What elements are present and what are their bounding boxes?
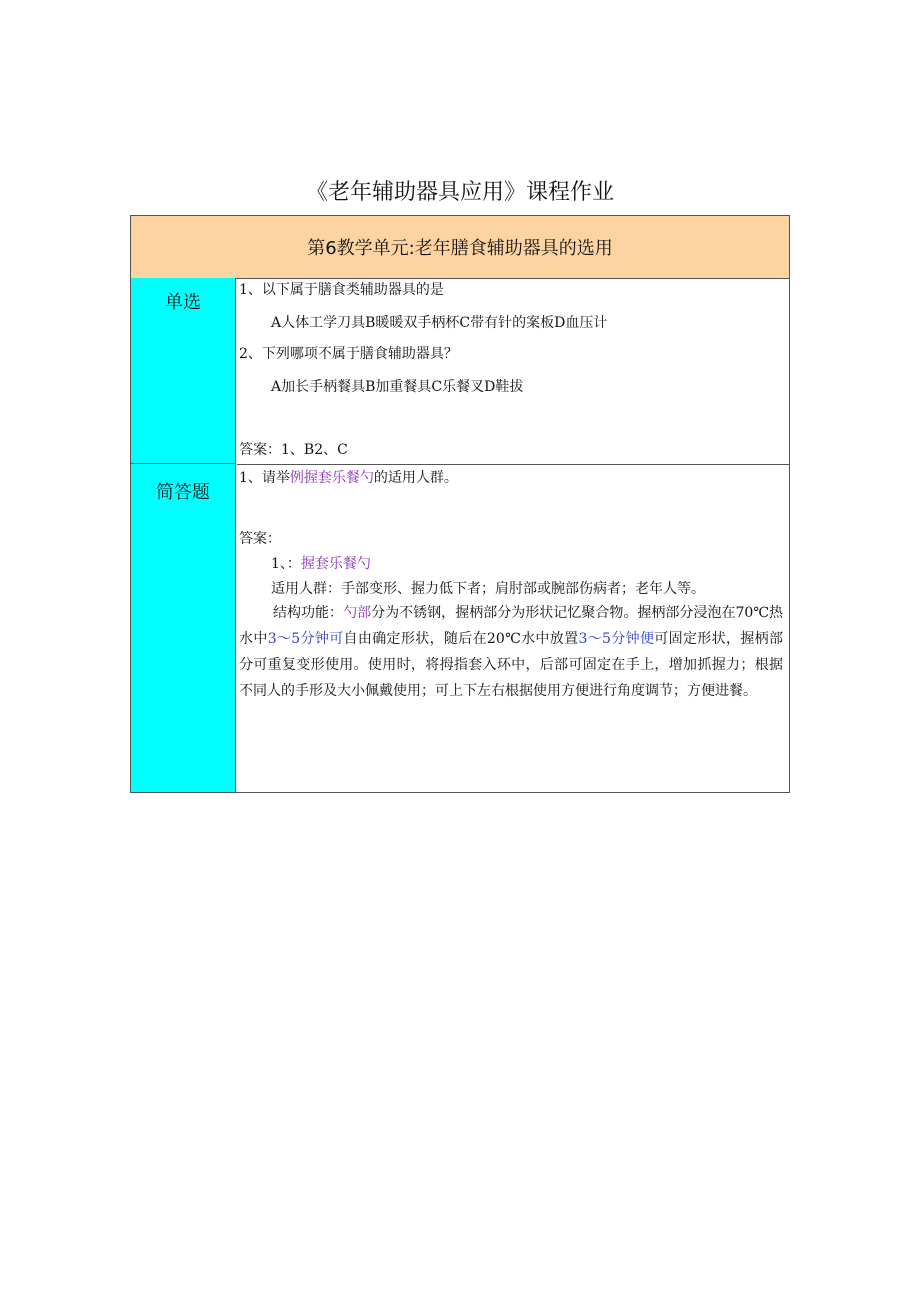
- structure-part-2: 自由确定形状，随后在20℃水中放置: [343, 631, 579, 647]
- multiple-choice-label: 单选: [165, 292, 201, 313]
- answer-label: 答案：: [239, 531, 281, 547]
- structure-label: 结构功能：: [273, 605, 344, 621]
- multiple-choice-answer: 答案：1、B2、C: [239, 442, 348, 458]
- answer-item-prefix: 1、：: [271, 556, 301, 572]
- time-1: 3～5分钟可: [267, 631, 344, 647]
- answer-item-name: 握套乐餐勺: [300, 556, 371, 572]
- question-1: 1、以下属于膳食类辅助器具的是: [239, 282, 444, 298]
- suitable-people: 适用人群：手部变形、握力低下者；肩肘部或腕部伤病者；老年人等。: [271, 581, 705, 597]
- short-answer-label: 简答题: [156, 482, 210, 503]
- short-answer-question: [239, 469, 458, 487]
- structure-function-paragraph: [239, 600, 783, 704]
- multiple-choice-label-cell: [131, 278, 236, 464]
- question-suffix: 的适用人群。: [373, 470, 458, 486]
- structure-part-3: 可固定形状，握柄部分可重复变形使用。使用时，将拇指套入环中，后部可固定在手上，增加抓握力；根据不同人的手形及大小佩戴使用；可上下左右根据使用方便进行角度调节；方便进餐。: [239, 631, 784, 699]
- time-2: 3～5分钟便: [578, 631, 655, 647]
- unit-heading: 第6教学单元:老年膳食辅助器具的选用: [131, 216, 789, 279]
- short-answer-content: [237, 464, 789, 792]
- short-answer-label-cell: [131, 464, 236, 792]
- answer-item: [271, 555, 371, 573]
- question-1-options: A人体工学刀具B暖暖双手柄杯C带有针的案板D血压计: [271, 315, 608, 331]
- document-title: 《老年辅助器具应用》课程作业: [305, 180, 614, 205]
- structure-highlight: 勺部: [343, 605, 372, 621]
- multiple-choice-content: [237, 278, 789, 465]
- question-prefix: 1、请举: [239, 470, 290, 486]
- structure-part-1: 分为不锈钢，握柄部分为形状记忆聚合物。握柄部分浸泡在70℃热水中: [239, 605, 783, 647]
- question-highlight: 例握套乐餐勺: [289, 470, 374, 486]
- homework-table: [130, 215, 790, 793]
- question-2-options: A加长手柄餐具B加重餐具C乐餐叉D鞋拔: [271, 379, 524, 395]
- question-2: 2、下列哪项不属于膳食辅助器具？: [239, 346, 458, 362]
